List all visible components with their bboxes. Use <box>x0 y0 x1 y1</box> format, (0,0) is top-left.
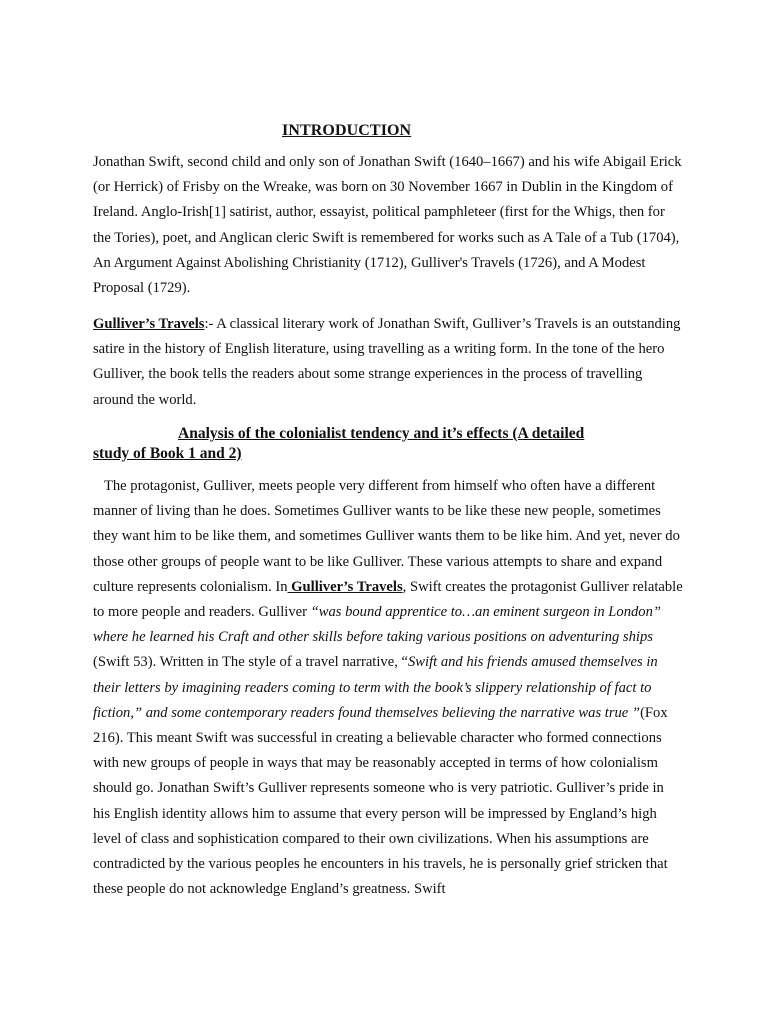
analysis-part2: , Swift creates the protagonist Gulliver relatable to more people and readers. Gulliver <box>93 578 683 621</box>
intro-paragraph: Jonathan Swift, second child and only son of Jonathan Swift (1640–1667) and his wife Abigail Erick (or Herrick) of Frisby on the Wreake, was born on 30 November 1667 in Dublin in the Kingdom of Ireland. Anglo-Irish[1] satirist, author, essayist, political pamphleteer (first for the Whigs, then for the Tories), poet, and Anglican cleric Swift is remembered for works such as A Tale of a Tub (1704), An Argument Against Abolishing Christianity (1712), Gulliver's Travels (1726), and A Modest Proposal (1729). <box>93 154 682 297</box>
analysis-quote2: Swift and his friends amused themselves in their letters by imagining readers coming to term with the book’s slippery relationship of fact to fiction,” and some contemporary readers found themselves believing the narrative was true ” <box>93 654 658 721</box>
analysis-quote1: “was bound apprentice to…an eminent surgeon in London” where he learned his Craft and other skills before taking various positions on adventuring ships <box>93 604 661 646</box>
gulliver-label: Gulliver’s Travels <box>93 316 205 332</box>
page-title: INTRODUCTION <box>282 122 412 139</box>
analysis-part3: (Swift 53). Written in The style of a travel narrative, “ <box>93 654 408 671</box>
analysis-part1: The protagonist, Gulliver, meets people very different from himself who often have a different manner of living than he does. Sometimes Gulliver wants to be like these new people, sometimes they want him to be like them, and sometimes Gulliver wants them to be like him. And yet, never do those other groups of people want to be like Gulliver. These various attempts to share and expand culture represents colonialism. In <box>93 478 680 595</box>
analysis-heading-line2: study of Book 1 and 2) <box>93 445 242 462</box>
analysis-heading <box>93 424 683 464</box>
analysis-book-title: Gulliver’s Travels <box>287 578 403 595</box>
analysis-part4: (Fox 216). This meant Swift was successful in creating a believable character who formed connections with new groups of people in ways that may be reasonably accepted in terms of how colonialism should go. Jonathan Swift’s Gulliver represents someone who is very patriotic. Gulliver’s pride in his English identity allows him to assume that every person will be impressed by England’s high level of class and sophistication compared to their own civilizations. When his assumptions are contradicted by the various peoples he encounters in his travels, he is personally grief stricken that these people do not acknowledge England’s greatness. Swift <box>93 704 668 898</box>
analysis-heading-line1: Analysis of the colonialist tendency and it’s effects (A detailed <box>178 425 585 442</box>
gulliver-paragraph <box>93 312 683 413</box>
analysis-paragraph <box>93 474 683 902</box>
gulliver-text: :- A classical literary work of Jonathan Swift, Gulliver’s Travels is an outstanding satire in the history of English literature, using travelling as a writing form. In the tone of the hero Gulliver, the book tells the readers about some strange experiences in the process of travelling around the world. <box>93 316 681 408</box>
